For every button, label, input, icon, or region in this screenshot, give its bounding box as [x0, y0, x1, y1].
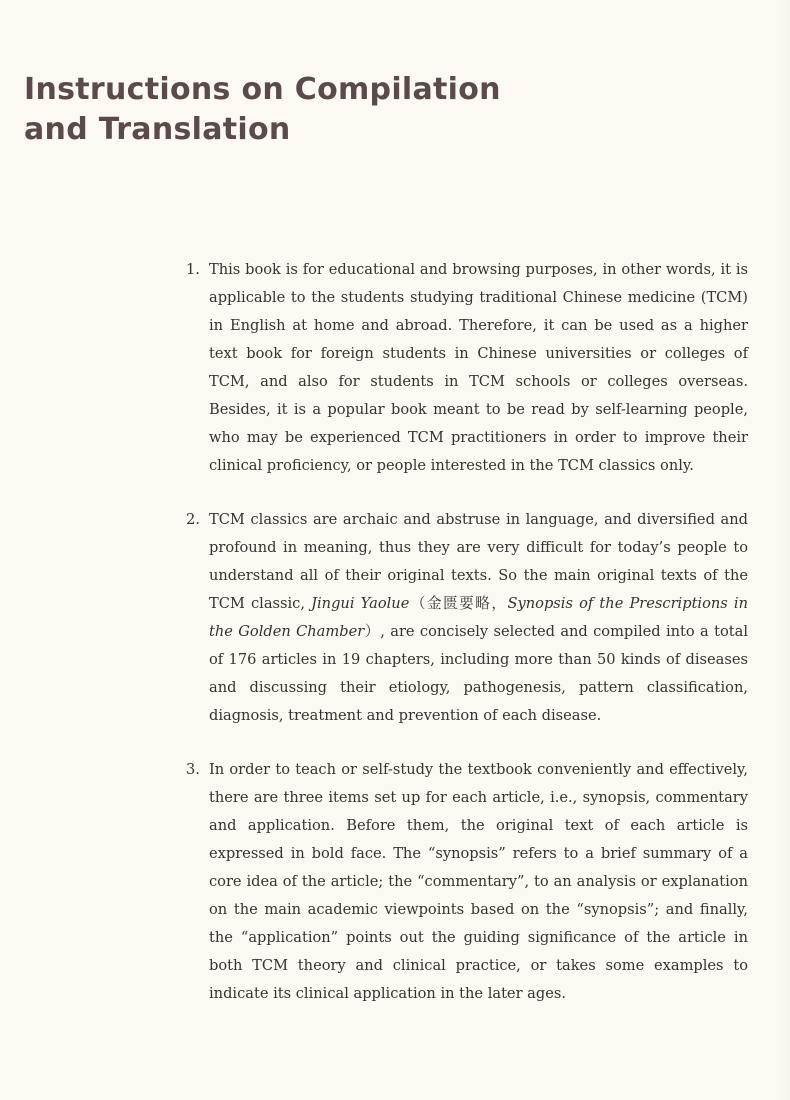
list-item: [186, 756, 748, 1008]
item-number: 3.: [186, 761, 200, 778]
item-number: 2.: [186, 511, 200, 528]
item-number: 1.: [186, 261, 200, 278]
item-text-before: TCM classics are archaic and abstruse in language, and diversified and profound in meaning, thus they are very difficult for today’s people to understand all of their original texts. So the main original texts of the TCM classic,: [209, 511, 748, 612]
classic-title: Jingui Yaolue: [311, 595, 410, 612]
page-title: [24, 70, 501, 150]
list-item: [186, 256, 748, 480]
instructions-list: [186, 256, 748, 1034]
close-paren: ）: [364, 623, 381, 640]
item-text-after: , are concisely selected and compiled into a total of 176 articles in 19 chapters, including more than 50 kinds of diseases and discussing their etiology, pathogenesis, pattern classification, diagnosis, treatment and prevention of each disease.: [209, 623, 748, 724]
english-title: Synopsis of the Prescriptions in the Golden Chamber: [209, 595, 748, 640]
page-title-line-2: and Translation: [24, 112, 291, 147]
item-text: In order to teach or self-study the textbook conveniently and effectively, there are three items set up for each article, i.e., synopsis, commentary and application. Before them, the original text of each article is expressed in bold face. The “synopsis” refers to a brief summary of a core idea of the article; the “commentary”, to an analysis or explanation on the main academic viewpoints based on the “synopsis”; and finally, the “application” points out the guiding significance of the article in both TCM theory and clinical practice, or takes some examples to indicate its clinical application in the later ages.: [209, 761, 748, 1002]
chinese-title: （金匮要略，: [409, 595, 508, 612]
page-title-line-1: Instructions on Compilation: [24, 72, 501, 107]
list-item: [186, 506, 748, 730]
item-text: This book is for educational and browsing purposes, in other words, it is applicable to the students studying traditional Chinese medicine (TCM) in English at home and abroad. Therefore, it can be used as a higher text book for foreign students in Chinese universities or colleges of TCM, and also for students in TCM schools or colleges overseas. Besides, it is a popular book meant to be read by self-learning people, who may be experienced TCM practitioners in order to improve their clinical proficiency, or people interested in the TCM classics only.: [209, 261, 748, 474]
item-text: [209, 506, 748, 730]
